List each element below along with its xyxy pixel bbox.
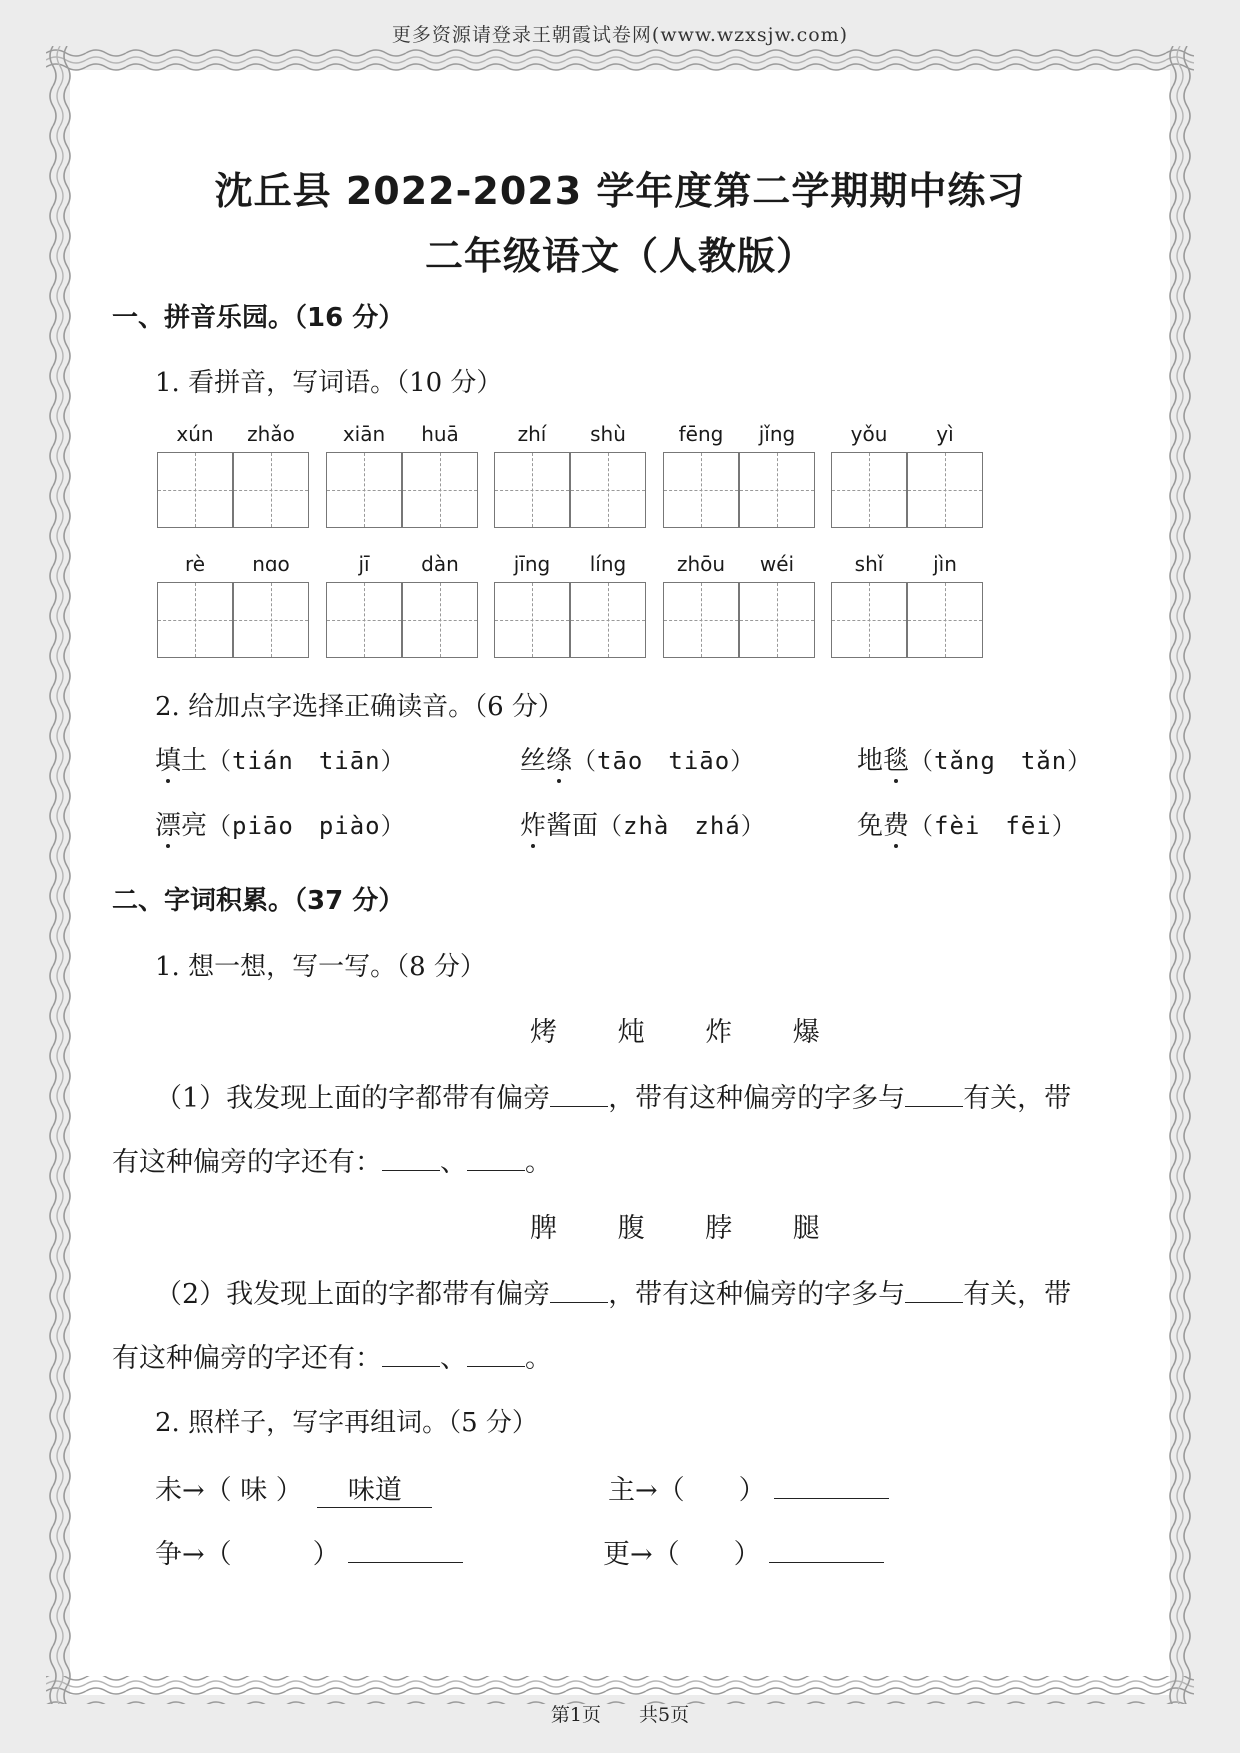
- tianzige-cell[interactable]: [570, 582, 646, 658]
- pinyin-options[interactable]: （tāo tiāo）: [572, 747, 756, 775]
- fill-line-2a: （2）我发现上面的字都带有偏旁 ，带有这种偏旁的字多与 有关，带: [155, 1272, 1071, 1311]
- dotted-character: 费: [883, 811, 910, 841]
- pinyin-label: jìn: [933, 552, 957, 576]
- question-2-2-prompt: 2. 照样子，写字再组词。（5 分）: [155, 1408, 538, 1438]
- pinyin-label: jǐng: [758, 422, 796, 446]
- question-1-2-prompt: 2. 给加点字选择正确读音。（6 分）: [155, 692, 564, 722]
- page-number: 第1页 共5页: [550, 1704, 690, 1726]
- tianzige-cell[interactable]: [739, 452, 815, 528]
- blank-example-1a[interactable]: [382, 1144, 440, 1171]
- pinyin-label: shù: [590, 422, 626, 446]
- tianzige-cell[interactable]: [831, 452, 907, 528]
- tianzige-cell[interactable]: [326, 582, 402, 658]
- blank-meaning-2[interactable]: [905, 1276, 963, 1303]
- section-heading-1: 一、拼音乐园。（16 分）: [112, 303, 405, 333]
- example-row-2-left: 争→（ ）: [155, 1532, 463, 1571]
- word-part: 免: [857, 811, 884, 841]
- blank-word-geng[interactable]: [769, 1536, 884, 1563]
- pinyin-label: dàn: [421, 552, 459, 576]
- pinyin-options[interactable]: （tǎng tǎn）: [909, 747, 1093, 775]
- reading-item: [857, 740, 1092, 777]
- pinyin-label: yì: [936, 422, 954, 446]
- blank-radical-2[interactable]: [550, 1276, 608, 1303]
- example-row-1-left: 未→（ 味 ） 味道: [155, 1468, 432, 1508]
- word-part: 丝: [520, 746, 547, 776]
- tianzige-cell[interactable]: [831, 582, 907, 658]
- tianzige-cell[interactable]: [494, 582, 570, 658]
- reading-item: [857, 805, 1077, 842]
- word-part: 酱面: [546, 811, 599, 841]
- question-1-1-prompt: 1. 看拼音，写词语。（10 分）: [155, 368, 503, 398]
- pinyin-label: jī: [358, 552, 370, 576]
- tianzige-cell[interactable]: [739, 582, 815, 658]
- word-part: 亮: [181, 811, 208, 841]
- tianzige-cell[interactable]: [907, 582, 983, 658]
- blank-meaning-1[interactable]: [905, 1080, 963, 1107]
- pinyin-options[interactable]: （fèi fēi）: [909, 812, 1077, 840]
- example-row-1-right: 主→（ ）: [608, 1468, 889, 1507]
- reading-item: [155, 805, 406, 842]
- pinyin-options[interactable]: （tián tiān）: [207, 747, 406, 775]
- word-part: 地: [857, 746, 884, 776]
- example-word: 味道: [317, 1468, 432, 1508]
- dotted-character: 毯: [883, 746, 910, 776]
- blank-example-2a[interactable]: [382, 1340, 440, 1367]
- radical-characters-fire: 烤 炖 炸 爆: [530, 1017, 846, 1048]
- question-2-1-prompt: 1. 想一想，写一写。（8 分）: [155, 952, 486, 982]
- tianzige-cell[interactable]: [663, 582, 739, 658]
- pinyin-label: zhōu: [676, 552, 726, 576]
- tianzige-cell[interactable]: [157, 582, 233, 658]
- pinyin-label: fēng: [678, 422, 724, 446]
- word-part: 土: [181, 746, 208, 776]
- blank-example-2b[interactable]: [467, 1340, 525, 1367]
- exam-title: 沈丘县 2022-2023 学年度第二学期期中练习: [214, 169, 1026, 213]
- reading-item: [520, 740, 755, 777]
- dotted-character: 漂: [155, 811, 182, 841]
- tianzige-cell[interactable]: [402, 582, 478, 658]
- tianzige-cell[interactable]: [157, 452, 233, 528]
- pinyin-label: zhǎo: [247, 422, 295, 446]
- pinyin-label: nɑo: [252, 552, 290, 576]
- pinyin-label: xiān: [342, 422, 386, 446]
- example-row-2-right: 更→（ ）: [603, 1532, 884, 1571]
- pinyin-label: yǒu: [850, 422, 888, 446]
- tianzige-cell[interactable]: [570, 452, 646, 528]
- pinyin-label: huā: [421, 422, 459, 446]
- pinyin-label: shǐ: [854, 552, 884, 576]
- fill-line-1a: （1）我发现上面的字都带有偏旁 ，带有这种偏旁的字多与 有关，带: [155, 1076, 1071, 1115]
- pinyin-options[interactable]: （piāo piào）: [207, 812, 406, 840]
- dotted-character: 绦: [546, 746, 573, 776]
- tianzige-cell[interactable]: [402, 452, 478, 528]
- blank-word-zhu[interactable]: [774, 1472, 889, 1499]
- pinyin-label: wéi: [759, 552, 795, 576]
- fill-line-1b: 有这种偏旁的字还有： 、 。: [112, 1140, 552, 1179]
- pinyin-label: líng: [589, 552, 627, 576]
- tianzige-cell[interactable]: [494, 452, 570, 528]
- pinyin-label: xún: [176, 422, 214, 446]
- pinyin-label: jīng: [513, 552, 551, 576]
- blank-word-zheng[interactable]: [348, 1536, 463, 1563]
- dotted-character: 炸: [520, 811, 547, 841]
- reading-item: [155, 740, 406, 777]
- source-banner: 更多资源请登录王朝霞试卷网(www.wzxsjw.com): [391, 24, 849, 46]
- tianzige-cell[interactable]: [233, 582, 309, 658]
- tianzige-cell[interactable]: [233, 452, 309, 528]
- pinyin-label: zhí: [517, 422, 547, 446]
- blank-radical-1[interactable]: [550, 1080, 608, 1107]
- tianzige-cell[interactable]: [907, 452, 983, 528]
- radical-characters-flesh: 脾 腹 脖 腿: [530, 1213, 846, 1244]
- reading-item: [520, 805, 766, 842]
- pinyin-label: rè: [184, 552, 206, 576]
- tianzige-cell[interactable]: [326, 452, 402, 528]
- fill-line-2b: 有这种偏旁的字还有： 、 。: [112, 1336, 552, 1375]
- blank-example-1b[interactable]: [467, 1144, 525, 1171]
- section-heading-2: 二、字词积累。（37 分）: [112, 886, 405, 916]
- tianzige-cell[interactable]: [663, 452, 739, 528]
- exam-subtitle: 二年级语文（人教版）: [424, 234, 815, 278]
- pinyin-options[interactable]: （zhà zhá）: [598, 812, 766, 840]
- dotted-character: 填: [155, 746, 182, 776]
